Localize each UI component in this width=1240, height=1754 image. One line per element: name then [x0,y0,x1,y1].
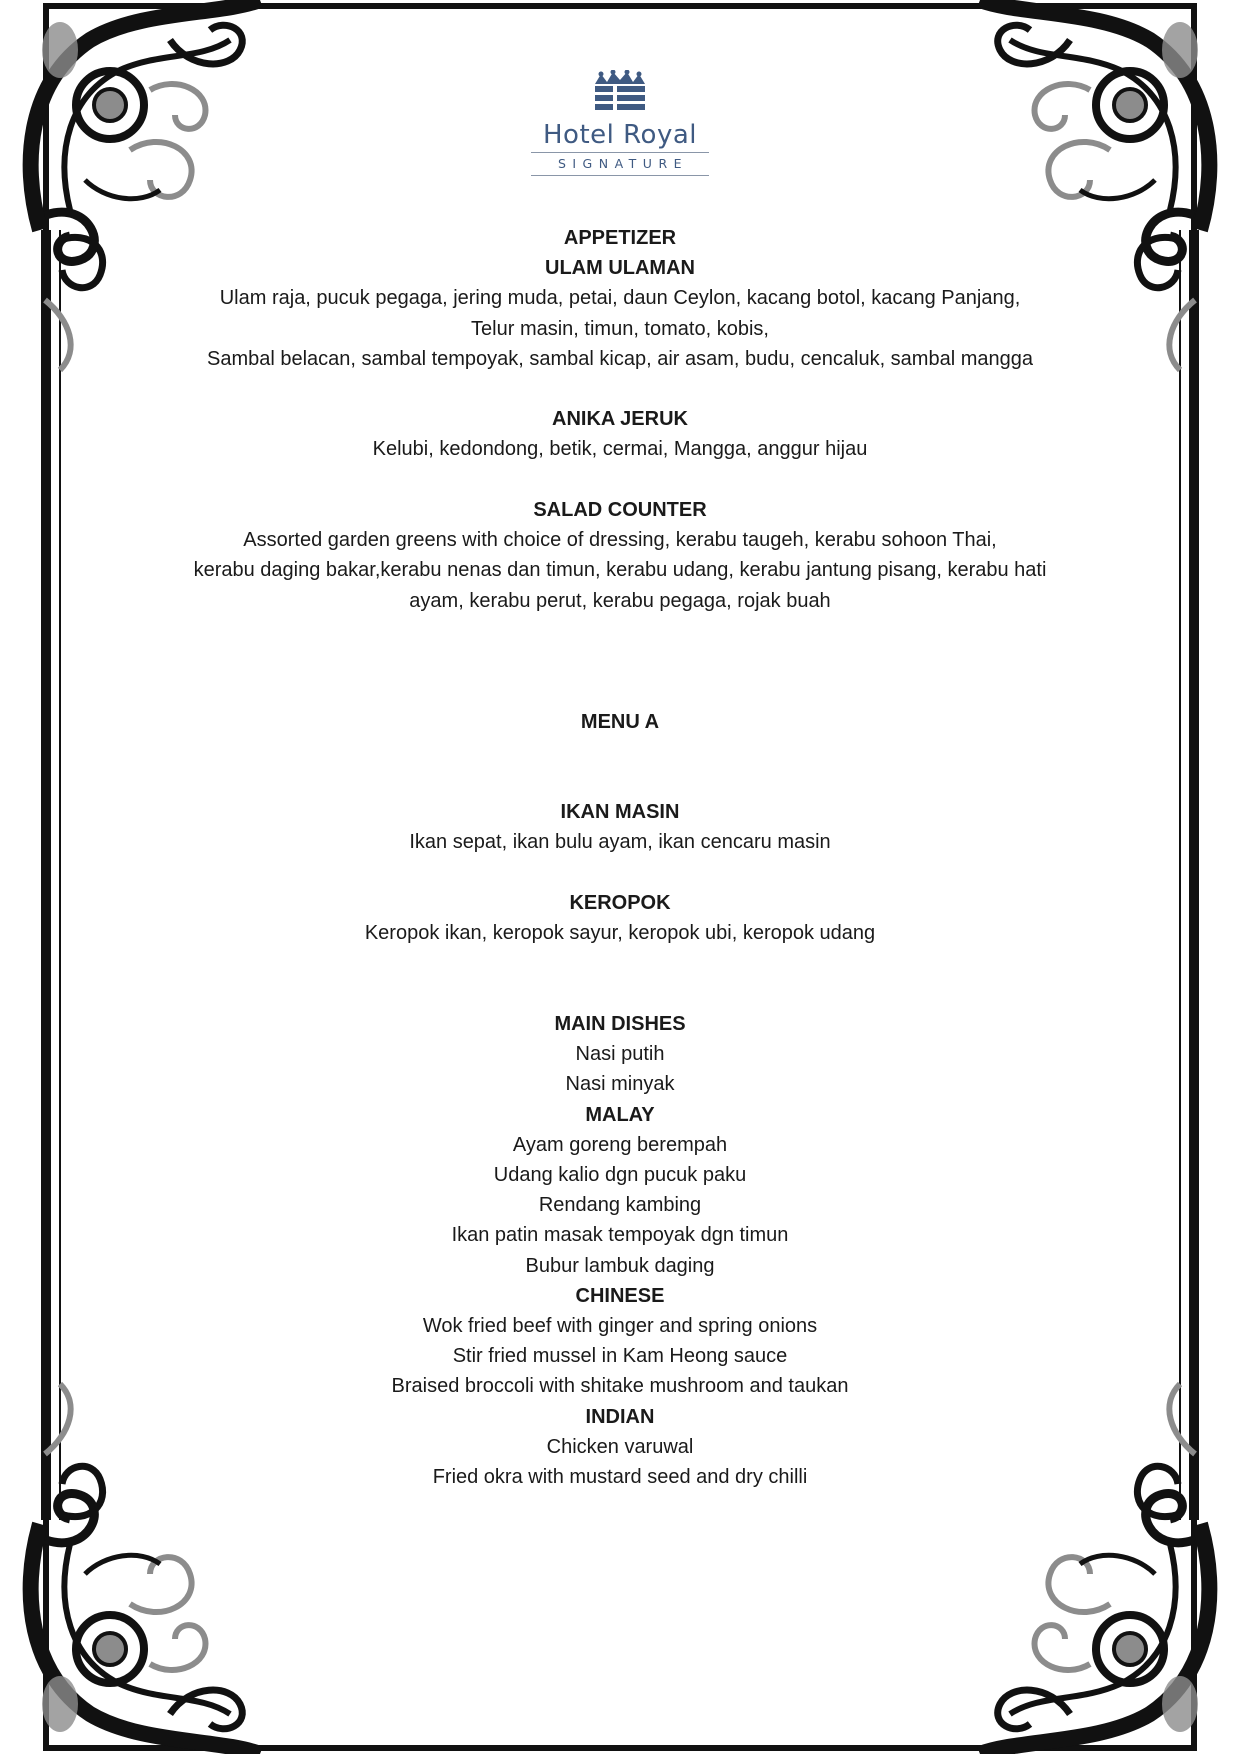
section-heading: CHINESE [575,1284,665,1307]
menu-line: Braised broccoli with shitake mushroom and taukan [391,1375,849,1398]
keropok-section [140,888,1100,948]
menu-line: kerabu daging bakar,kerabu nenas dan timun, kerabu udang, kerabu jantung pisang, kerabu hati [193,559,1047,582]
menu-line: Chicken varuwal [546,1435,694,1458]
menu-line: Nasi minyak [565,1073,675,1096]
section-heading: IKAN MASIN [560,801,680,823]
section-heading: SALAD COUNTER [533,499,707,521]
menu-line: Ikan patin masak tempoyak dgn timun [451,1224,789,1247]
menu-line: Ulam raja, pucuk pegaga, jering muda, petai, daun Ceylon, kacang botol, kacang Panjang, [219,287,1021,310]
menu-line: Telur masin, timun, tomato, kobis, [471,317,769,340]
main-dishes-section [140,1009,1100,1492]
hotel-tagline: SIGNATURE [557,156,689,171]
menu-a-section [140,707,1100,737]
ikan-masin-section [140,797,1100,857]
menu-line: Sambal belacan, sambal tempoyak, sambal kicap, air asam, budu, cencaluk, sambal mangga [207,347,1033,370]
menu-line: Bubur lambuk daging [525,1254,715,1277]
menu-line: Nasi putih [575,1043,665,1066]
menu-line: Assorted garden greens with choice of dressing, kerabu taugeh, kerabu sohoon Thai, [243,529,997,552]
section-subheading: ULAM ULAMAN [545,257,695,280]
hotel-name: Hotel Royal [543,120,697,150]
hotel-logo [500,70,740,195]
menu-line: Stir fried mussel in Kam Heong sauce [452,1345,788,1368]
section-heading: MALAY [585,1103,655,1126]
section-heading: APPETIZER [563,227,677,249]
menu-title: MENU A [580,711,660,733]
menu-line: Ayam goreng berempah [512,1133,728,1156]
section-heading: INDIAN [585,1405,655,1428]
menu-line: Udang kalio dgn pucuk paku [493,1164,747,1187]
menu-line: ayam, kerabu perut, kerabu pegaga, rojak buah [409,589,831,612]
menu-line: Rendang kambing [538,1194,702,1217]
salad-counter-section [140,495,1100,616]
menu-line: Keropok ikan, keropok sayur, keropok ubi, keropok udang [364,922,876,945]
logo-divider [531,152,709,153]
menu-line: Kelubi, kedondong, betik, cermai, Mangga, anggur hijau [372,438,868,461]
anika-jeruk-section [140,404,1100,464]
crown-logo-icon [589,70,651,118]
menu-line: Fried okra with mustard seed and dry chilli [432,1466,808,1489]
menu-line: Wok fried beef with ginger and spring onions [422,1315,818,1338]
menu-line: Ikan sepat, ikan bulu ayam, ikan cencaru masin [409,831,831,854]
appetizer-section [140,223,1100,374]
section-heading: KEROPOK [569,892,671,914]
logo-divider-bottom [531,175,709,176]
section-heading: MAIN DISHES [554,1013,686,1035]
section-heading: ANIKA JERUK [552,408,688,430]
